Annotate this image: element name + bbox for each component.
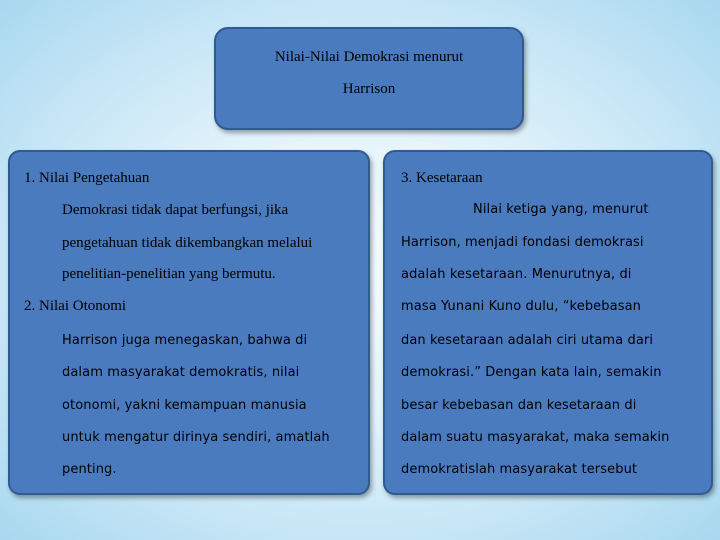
item-3-line-9: demokratislah masyarakat tersebut (401, 462, 638, 477)
item-3-line-8: dalam suatu masyarakat, maka semakin (401, 430, 670, 445)
item-2-line-4: untuk mengatur dirinya sendiri, amatlah (62, 430, 330, 445)
title-line-1: Nilai-Nilai Demokrasi menurut (274, 49, 464, 65)
item-2-line-5: penting. (62, 462, 117, 477)
item-3-heading: 3. Kesetaraan (401, 170, 483, 186)
item-3-line-1: Nilai ketiga yang, menurut (473, 202, 649, 217)
item-2-line-2: dalam masyarakat demokratis, nilai (62, 365, 300, 380)
right-content-box (383, 150, 713, 495)
item-3-line-3: adalah kesetaraan. Menurutnya, di (401, 267, 632, 282)
item-3-line-4: masa Yunani Kuno dulu, “kebebasan (401, 299, 641, 314)
item-1-heading: 1. Nilai Pengetahuan (24, 170, 150, 186)
item-1-line-1: Demokrasi tidak dapat berfungsi, jika (62, 202, 289, 218)
item-3-line-5: dan kesetaraan adalah ciri utama dari (401, 333, 654, 348)
item-1-line-3: penelitian-penelitian yang bermutu. (62, 266, 276, 282)
item-1-line-2: pengetahuan tidak dikembangkan melalui (62, 235, 313, 251)
item-3-line-7: besar kebebasan dan kesetaraan di (401, 398, 637, 413)
title-box (214, 27, 524, 130)
item-3-line-2: Harrison, menjadi fondasi demokrasi (401, 235, 644, 250)
item-2-line-3: otonomi, yakni kemampuan manusia (62, 398, 307, 413)
item-2-line-1: Harrison juga menegaskan, bahwa di (62, 333, 308, 348)
item-2-heading: 2. Nilai Otonomi (24, 298, 127, 314)
left-content-box (8, 150, 370, 495)
title-line-2: Harrison (342, 81, 396, 97)
item-3-line-6: demokrasi.” Dengan kata lain, semakin (401, 365, 662, 380)
